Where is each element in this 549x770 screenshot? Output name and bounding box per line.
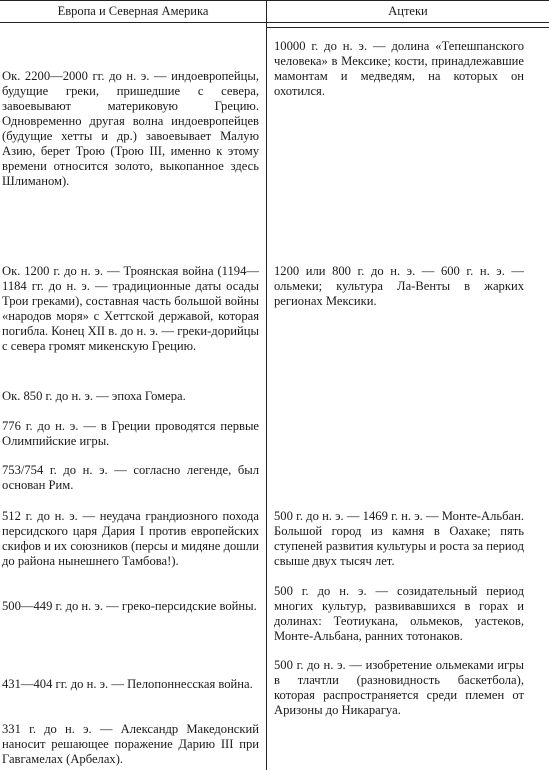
left-entry: 753/754 г. до н. э. — согласно легенде, был основан Рим. xyxy=(2,463,259,492)
right-entry: 500 г. до н. э. — созидательный период многих культур, развивавшихся в горах и долинах: Теотиукана, ольмеков, уастеков, Монте-Альбана, ранних тотонаков. xyxy=(274,584,524,643)
header-left: Европа и Северная Америка xyxy=(57,4,209,18)
left-entry: Ок. 2200—2000 гг. до н. э. — индоевропейцы, будущие греки, пришедшие с севера, завоевывают материковую Грецию. Одновременно другая волна индоевропейцев (будущие хетты и др.) завоевывает Малую Азию, берет Трою (Трою III, именно к этому времени относится золото, выкопанное здесь Шлиманом). xyxy=(2,69,259,188)
left-entry: 512 г. до н. э. — неудача грандиозного похода персидского царя Дария I против европейских скифов и их союзников (персы и мидяне дошли до района нынешнего Тамбова!). xyxy=(2,509,259,568)
top-border xyxy=(0,0,549,1)
left-entry: 500—449 г. до н. э. — греко-персидские войны. xyxy=(2,599,257,613)
header-divider-lower xyxy=(266,27,549,28)
left-entry: 331 г. до н. э. — Александр Македонский наносит решающее поражение Дарию III при Гавгамелах (Арбелах). xyxy=(2,722,259,766)
left-entry: 431—404 гг. до н. э. — Пелопоннесская война. xyxy=(2,677,253,691)
left-entry: 776 г. до н. э. — в Греции проводятся первые Олимпийские игры. xyxy=(2,419,259,448)
left-entry: Ок. 850 г. до н. э. — эпоха Гомера. xyxy=(2,389,186,403)
right-entry: 500 г. до н. э. — 1469 г. н. э. — Монте-Альбан. Большой город из камня в Оахаке; пять ступеней развития культуры и роста за период свыше двух тысяч лет. xyxy=(274,509,524,568)
right-entry: 500 г. до н. э. — изобретение ольмеками игры в тлачтли (разновидность баскетбола), которая распространяется среди племен от Аризоны до Никарагуа. xyxy=(274,658,524,717)
header-right: Ацтеки xyxy=(388,4,428,18)
column-divider xyxy=(266,0,267,770)
right-entry: 1200 или 800 г. до н. э. — 600 г. н. э. — ольмеки; культура Ла-Венты в жарких регионах Мексики. xyxy=(274,264,524,308)
header-divider xyxy=(0,22,549,23)
right-entry: 10000 г. до н. э. — долина «Тепешпанского человека» в Мексике; кости, принадлежавшие мамонтам и медведям, на которых он охотился. xyxy=(274,39,524,98)
left-entry: Ок. 1200 г. до н. э. — Троянская война (1194—1184 гг. до н. э. — традиционные даты осады Трои греками), составная часть большой войны «народов моря» с Хеттской державой, которая погибла. Конец XII в. до н. э. — греки-дорийцы с севера громят микенскую Грецию. xyxy=(2,264,259,353)
